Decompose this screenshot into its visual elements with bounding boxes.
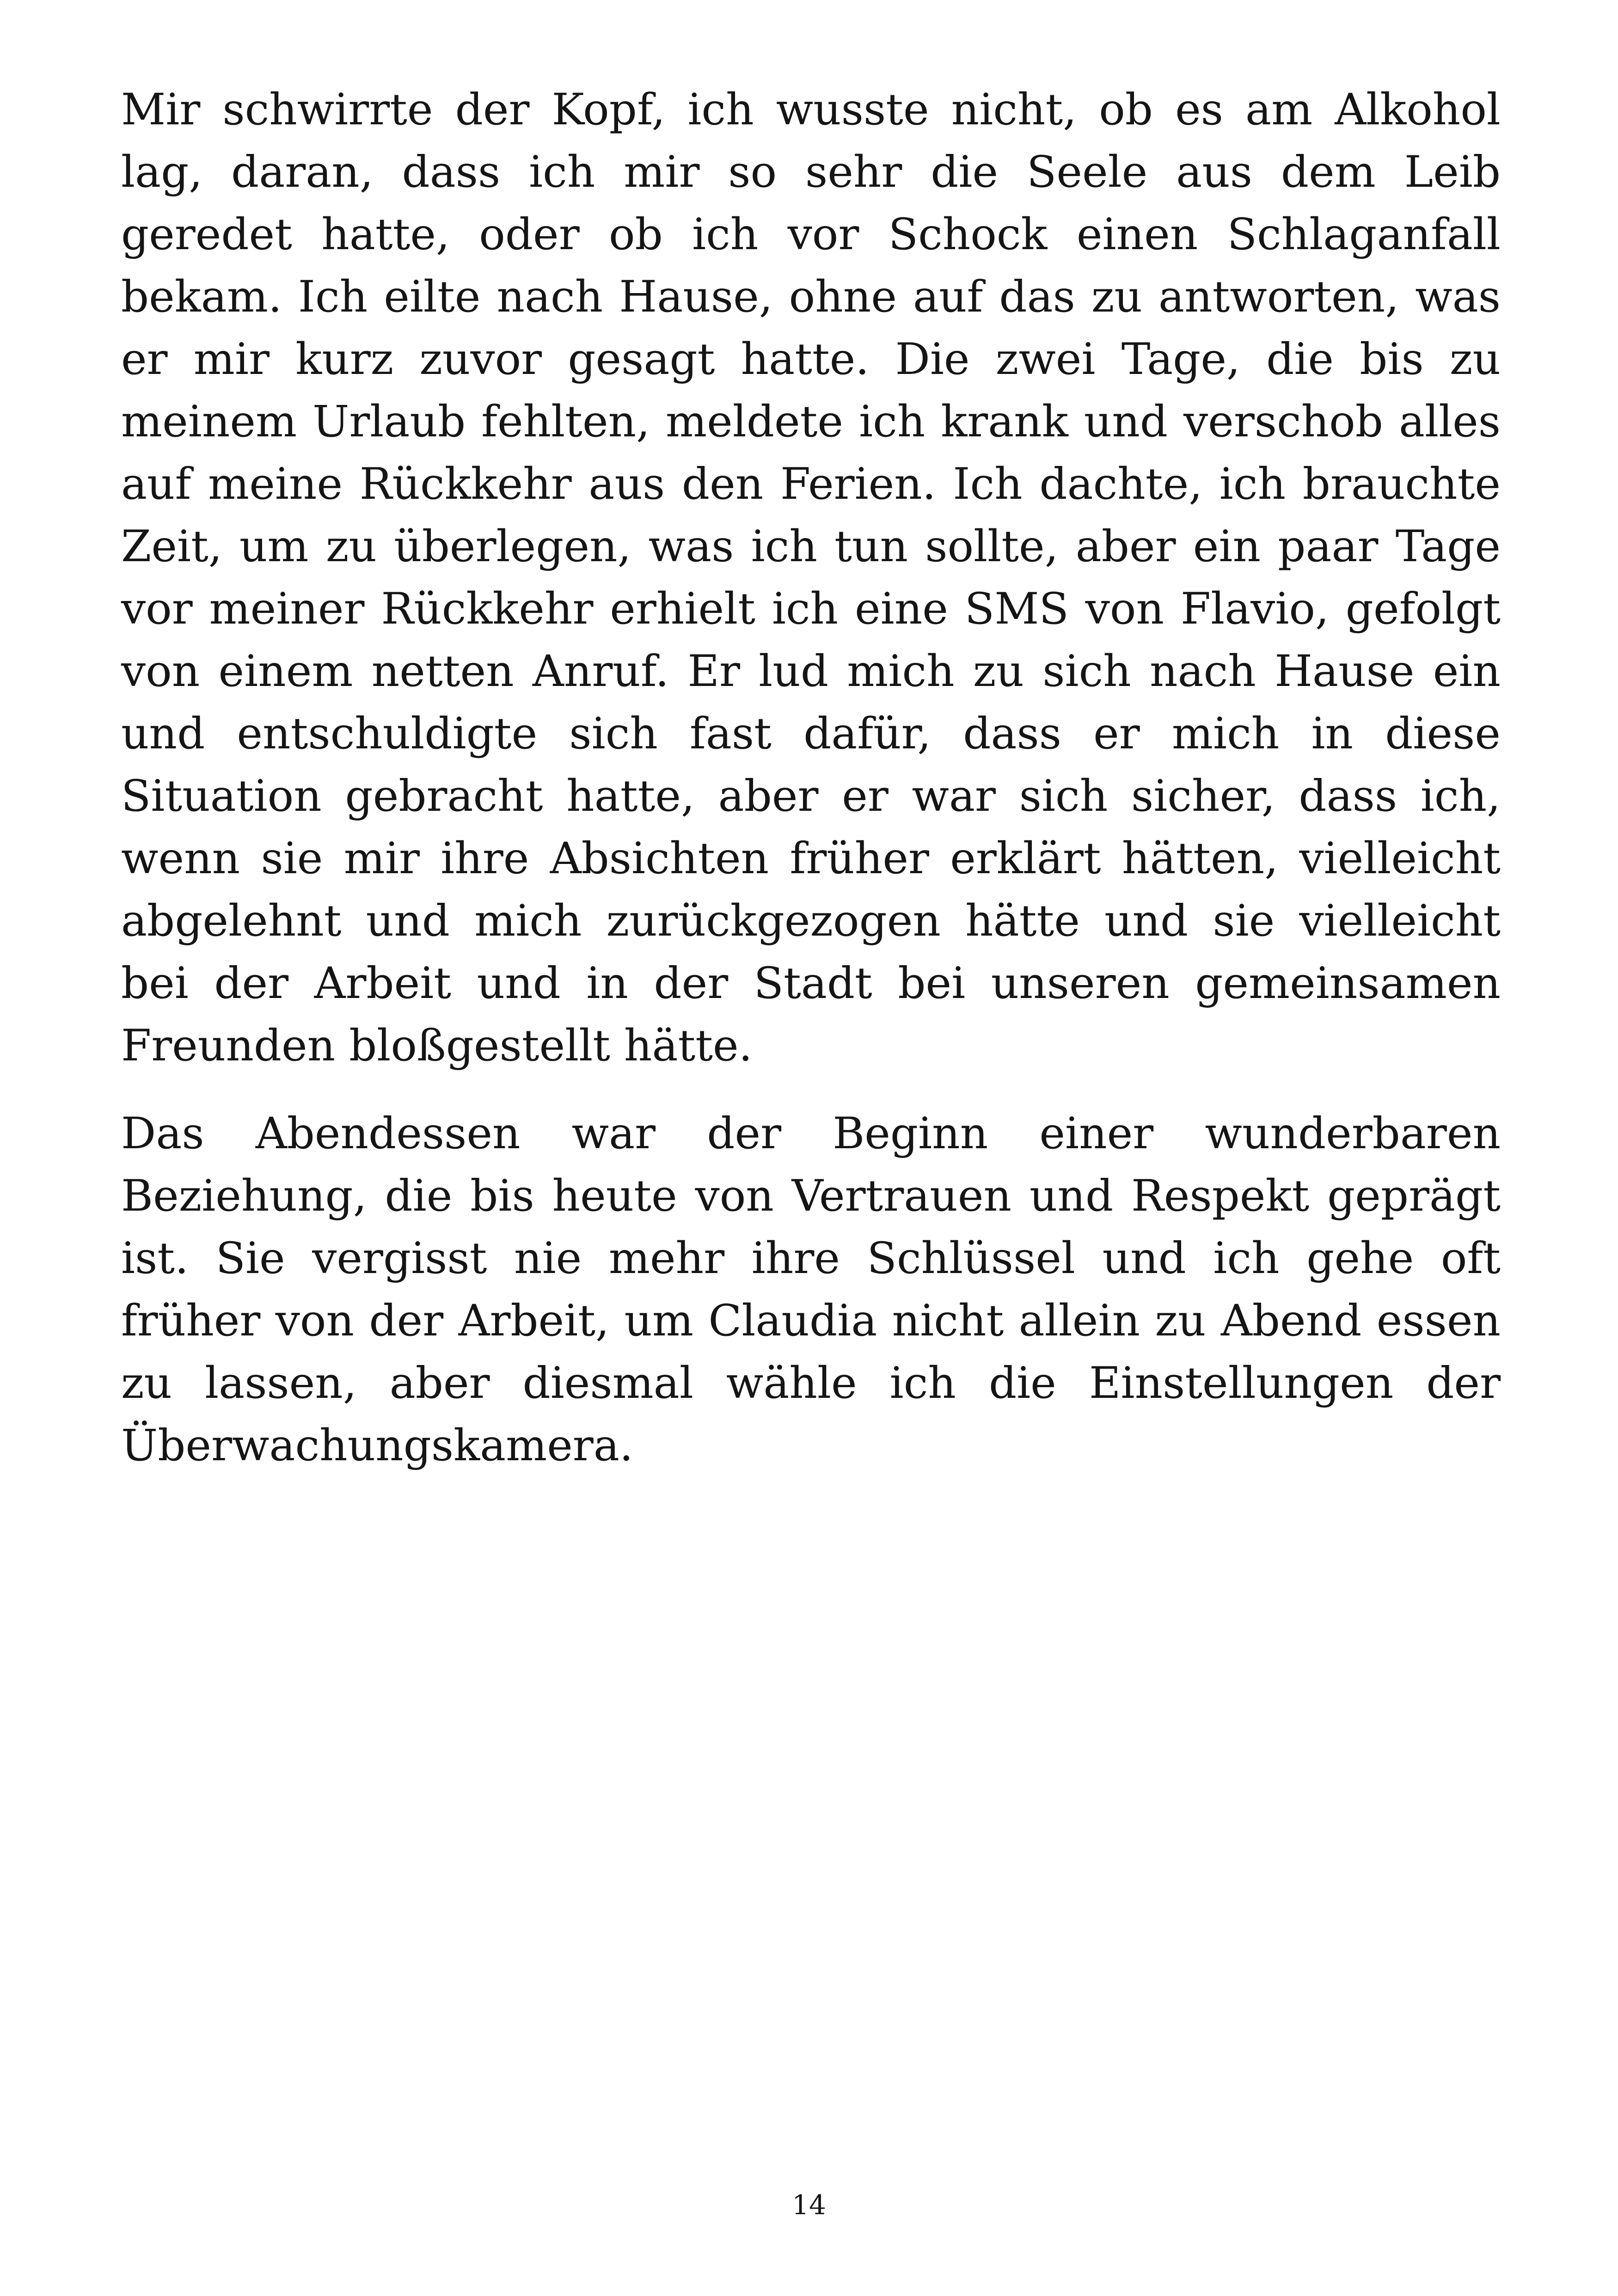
body-text <box>121 79 1501 1502</box>
paragraph-2: Das Abendessen war der Beginn einer wunderbaren Beziehung, die bis heute von Vertrauen und Respekt geprägt ist. Sie vergisst nie mehr ihre Schlüssel und ich gehe oft früher von der Arbeit, um Claudia nicht allein zu Abend essen zu lassen, aber diesmal wähle ich die Einstellungen der Überwachungskamera. <box>121 1108 1501 1471</box>
page-number: 14 <box>792 2189 826 2221</box>
paragraph-1: Mir schwirrte der Kopf, ich wusste nicht, ob es am Alkohol lag, daran, dass ich mir so sehr die Seele aus dem Leib geredet hatte, oder ob ich vor Schock einen Schlaganfall bekam. Ich eilte nach Hause, ohne auf das zu antworten, was er mir kurz zuvor gesagt hatte. Die zwei Tage, die bis zu meinem Urlaub fehlten, meldete ich krank und verschob alles auf meine Rückkehr aus den Ferien. Ich dachte, ich brauchte Zeit, um zu überlegen, was ich tun sollte, aber ein paar Tage vor meiner Rückkehr erhielt ich eine SMS von Flavio, gefolgt von einem netten Anruf. Er lud mich zu sich nach Hause ein und entschuldigte sich fast dafür, dass er mich in diese Situation gebracht hatte, aber er war sich sicher, dass ich, wenn sie mir ihre Absichten früher erklärt hätten, vielleicht abgelehnt und mich zurückgezogen hätte und sie vielleicht bei der Arbeit und in der Stadt bei unseren gemeinsamen Freunden bloßgestellt hätte. <box>121 85 1501 1071</box>
